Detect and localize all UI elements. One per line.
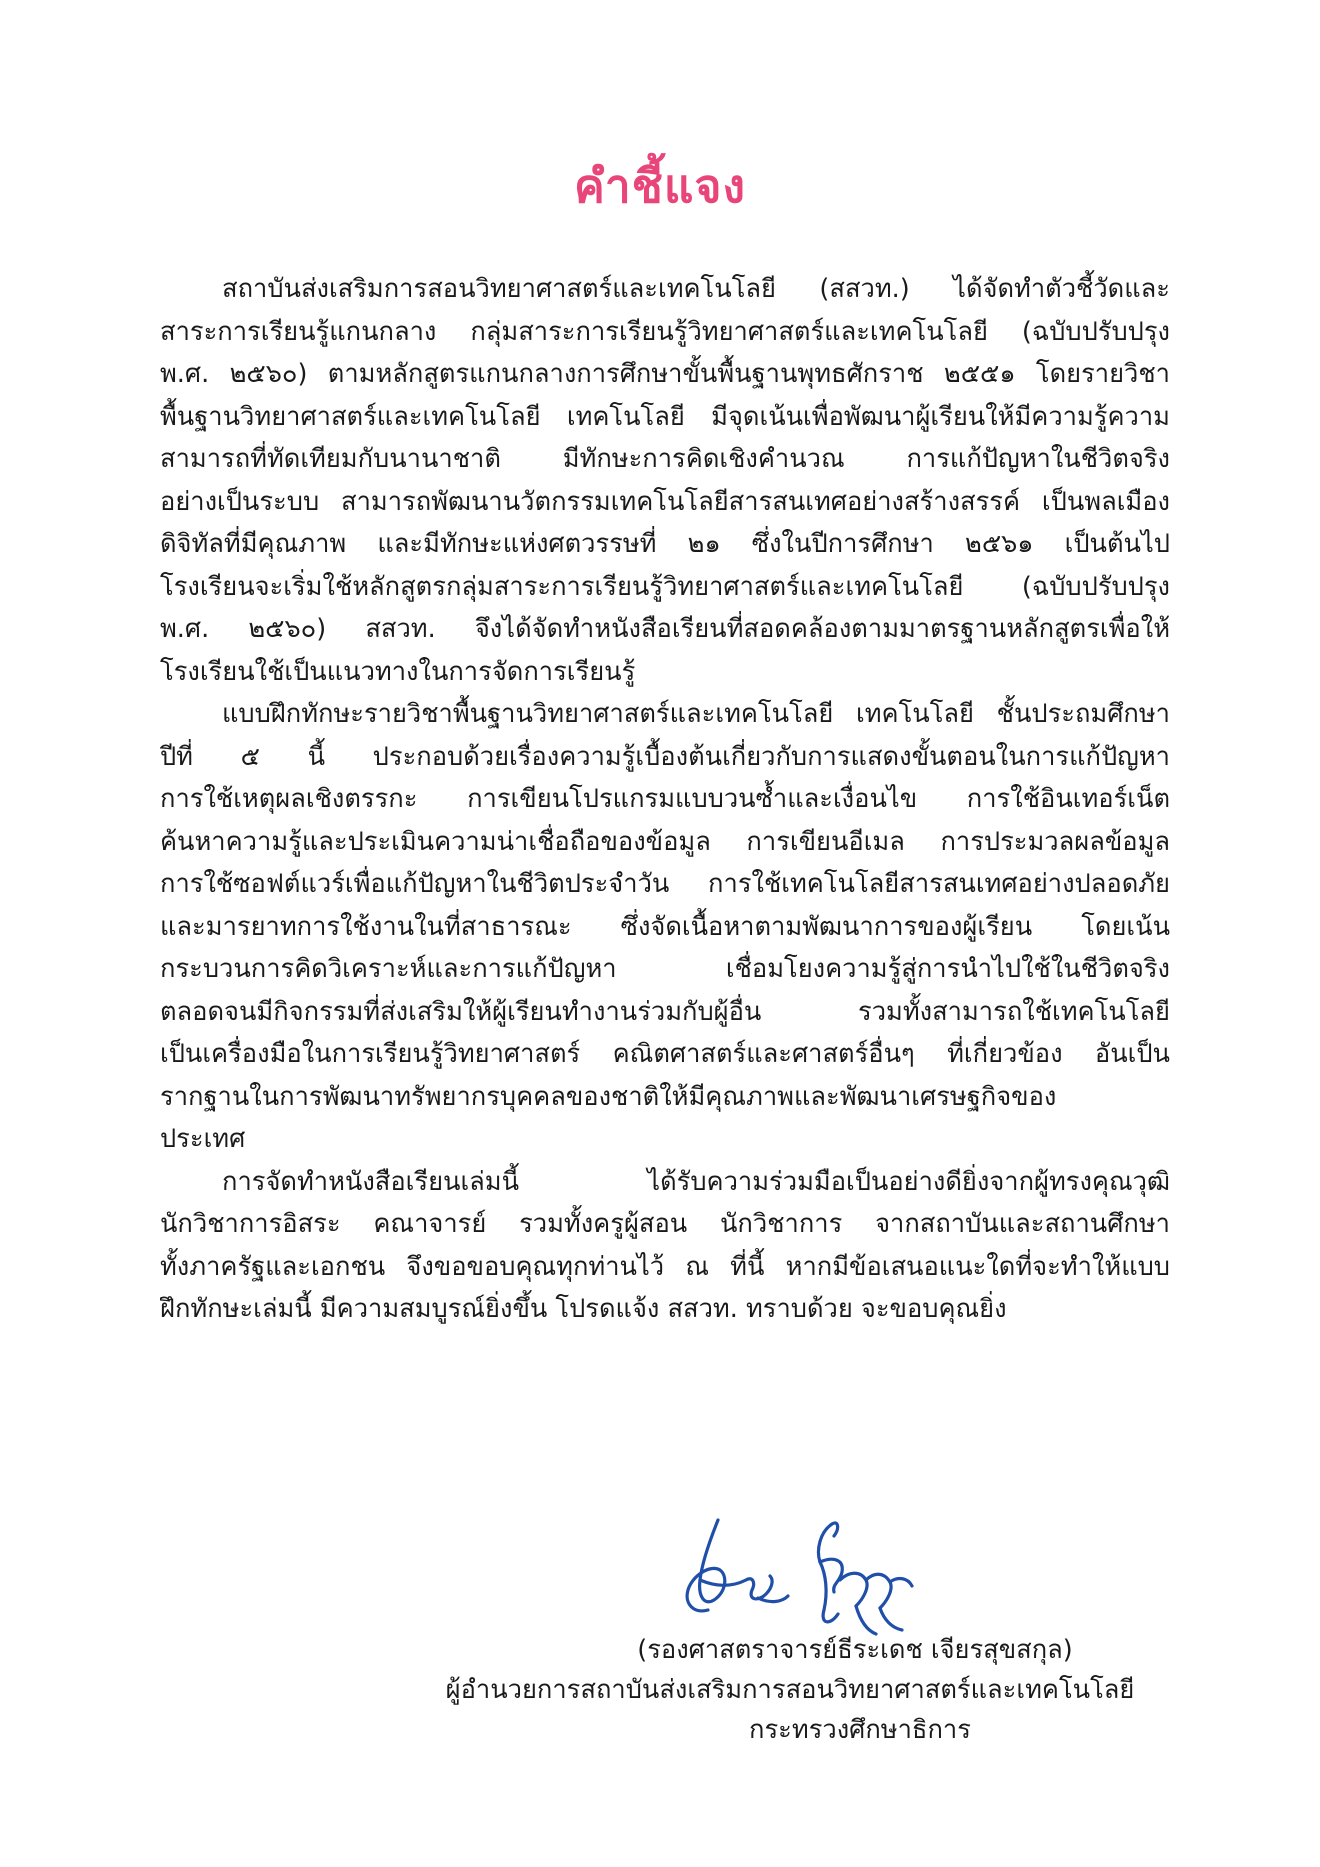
paragraph-line: พ.ศ. ๒๕๖๐) สสวท. จึงได้จัดทำหนังสือเรียนที่สอดคล้องตามมาตรฐานหลักสูตรเพื่อให้ bbox=[160, 614, 1170, 644]
paragraph-line: โรงเรียนใช้เป็นแนวทางในการจัดการเรียนรู้ bbox=[160, 656, 636, 687]
paragraph-1 bbox=[160, 268, 1170, 693]
paragraph-2 bbox=[160, 693, 1170, 1161]
paragraph-line: พ.ศ. ๒๕๖๐) ตามหลักสูตรแกนกลางการศึกษาขั้นพื้นฐานพุทธศักราช ๒๕๕๑ โดยรายวิชา bbox=[160, 359, 1170, 389]
handwritten-signature bbox=[670, 1510, 930, 1640]
paragraph-line: นักวิชาการอิสระ คณาจารย์ รวมทั้งครูผู้สอน นักวิชาการ จากสถาบันและสถานศึกษา bbox=[160, 1209, 1170, 1239]
paragraph-line: เป็นเครื่องมือในการเรียนรู้วิทยาศาสตร์ คณิตศาสตร์และศาสตร์อื่นๆ ที่เกี่ยวข้อง อันเป็น bbox=[160, 1039, 1170, 1069]
paragraph-line: ดิจิทัลที่มีคุณภาพ และมีทักษะแห่งศตวรรษที่ ๒๑ ซึ่งในปีการศึกษา ๒๕๖๑ เป็นต้นไป bbox=[160, 529, 1170, 559]
paragraph-line: ตลอดจนมีกิจกรรมที่ส่งเสริมให้ผู้เรียนทำงานร่วมกับผู้อื่น รวมทั้งสามารถใช้เทคโนโลยี bbox=[160, 996, 1170, 1027]
paragraph-line: พื้นฐานวิทยาศาสตร์และเทคโนโลยี เทคโนโลยี มีจุดเน้นเพื่อพัฒนาผู้เรียนให้มีความรู้ความ bbox=[160, 401, 1170, 432]
paragraph-line: ปีที่ ๕ นี้ ประกอบด้วยเรื่องความรู้เบื้องต้นเกี่ยวกับการแสดงขั้นตอนในการแก้ปัญหา bbox=[160, 741, 1170, 772]
signature-block bbox=[400, 1630, 1180, 1750]
paragraph-line: สาระการเรียนรู้แกนกลาง กลุ่มสาระการเรียนรู้วิทยาศาสตร์และเทคโนโลยี (ฉบับปรับปรุง bbox=[160, 316, 1170, 347]
paragraph-line: การจัดทำหนังสือเรียนเล่มนี้ ได้รับความร่วมมือเป็นอย่างดียิ่งจากผู้ทรงคุณวุฒิ bbox=[222, 1166, 1170, 1197]
paragraph-line: แบบฝึกทักษะรายวิชาพื้นฐานวิทยาศาสตร์และเทคโนโลยี เทคโนโลยี ชั้นประถมศึกษา bbox=[222, 699, 1170, 729]
paragraph-3 bbox=[160, 1161, 1170, 1331]
paragraph-line: การใช้เหตุผลเชิงตรรกะ การเขียนโปรแกรมแบบวนซ้ำและเงื่อนไข การใช้อินเทอร์เน็ต bbox=[160, 784, 1170, 814]
signer-title: ผู้อำนวยการสถาบันส่งเสริมการสอนวิทยาศาสตร์และเทคโนโลยี bbox=[445, 1675, 1135, 1705]
page-title: คำชี้แจง bbox=[574, 159, 746, 213]
paragraph-line: กระบวนการคิดวิเคราะห์และการแก้ปัญหา เชื่อมโยงความรู้สู่การนำไปใช้ในชีวิตจริง bbox=[160, 954, 1170, 984]
paragraph-line: โรงเรียนจะเริ่มใช้หลักสูตรกลุ่มสาระการเรียนรู้วิทยาศาสตร์และเทคโนโลยี (ฉบับปรับปรุง bbox=[160, 571, 1170, 602]
paragraph-line: การใช้ซอฟต์แวร์เพื่อแก้ปัญหาในชีวิตประจำวัน การใช้เทคโนโลยีสารสนเทศอย่างปลอดภัย bbox=[160, 869, 1170, 899]
document-body bbox=[160, 268, 1170, 1331]
paragraph-line: อย่างเป็นระบบ สามารถพัฒนานวัตกรรมเทคโนโลยีสารสนเทศอย่างสร้างสรรค์ เป็นพลเมือง bbox=[160, 486, 1170, 517]
paragraph-line: ประเทศ bbox=[160, 1124, 246, 1154]
paragraph-line: ทั้งภาครัฐและเอกชน จึงขอขอบคุณทุกท่านไว้ ณ ที่นี้ หากมีข้อเสนอแนะใดที่จะทำให้แบบ bbox=[160, 1251, 1170, 1282]
paragraph-line: สถาบันส่งเสริมการสอนวิทยาศาสตร์และเทคโนโลยี (สสวท.) ได้จัดทำตัวชี้วัดและ bbox=[222, 274, 1170, 304]
paragraph-line: และมารยาทการใช้งานในที่สาธารณะ ซึ่งจัดเนื้อหาตามพัฒนาการของผู้เรียน โดยเน้น bbox=[160, 911, 1170, 942]
paragraph-line: ฝึกทักษะเล่มนี้ มีความสมบูรณ์ยิ่งขึ้น โปรดแจ้ง สสวท. ทราบด้วย จะขอบคุณยิ่ง bbox=[160, 1294, 1007, 1324]
paragraph-line: ค้นหาความรู้และประเมินความน่าเชื่อถือของข้อมูล การเขียนอีเมล การประมวลผลข้อมูล bbox=[160, 826, 1170, 857]
signer-ministry: กระทรวงศึกษาธิการ bbox=[749, 1715, 971, 1745]
paragraph-line: สามารถที่ทัดเทียมกับนานาชาติ มีทักษะการคิดเชิงคำนวณ การแก้ปัญหาในชีวิตจริง bbox=[160, 444, 1170, 474]
paragraph-line: รากฐานในการพัฒนาทรัพยากรบุคคลของชาติให้มีคุณภาพและพัฒนาเศรษฐกิจของ bbox=[160, 1081, 1057, 1112]
signer-name: (รองศาสตราจารย์ธีระเดช เจียรสุขสกุล) bbox=[637, 1635, 1073, 1665]
